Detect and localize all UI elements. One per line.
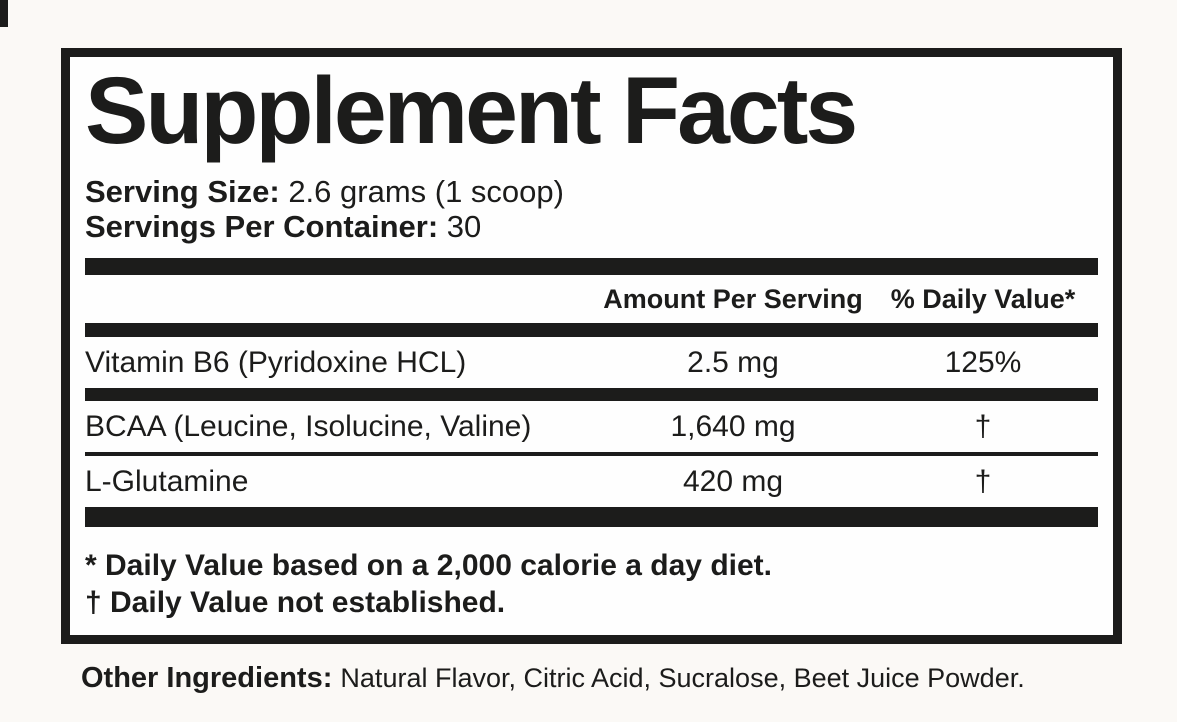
other-ingredients-label: Other Ingredients:	[81, 662, 333, 694]
other-ingredients-value: Natural Flavor, Citric Acid, Sucralose, Beet Juice Powder.	[340, 663, 1025, 693]
table-row	[85, 401, 1098, 452]
nutrient-amount: 420 mg	[682, 464, 784, 498]
serving-size-label: Serving Size:	[85, 174, 280, 210]
other-ingredients-line	[81, 662, 1025, 695]
header-daily-value: % Daily Value*	[890, 283, 1076, 314]
panel-title: Supplement Facts	[85, 58, 856, 164]
nutrient-name: BCAA (Leucine, Isolucine, Valine)	[85, 409, 532, 443]
supplement-facts-panel	[61, 48, 1122, 644]
header-amount-per-serving: Amount Per Serving	[603, 283, 863, 314]
separator-bar-row1	[85, 388, 1098, 401]
serving-info	[85, 174, 1098, 244]
footnote-not-established: † Daily Value not established.	[85, 586, 506, 620]
serving-size-value: 2.6 grams (1 scoop)	[288, 174, 564, 210]
separator-bar-bottom	[85, 507, 1098, 527]
separator-bar-header	[85, 323, 1098, 337]
table-row	[85, 337, 1098, 388]
servings-per-container-label: Servings Per Container:	[85, 209, 439, 245]
footnotes	[85, 547, 1098, 621]
nutrient-name: L-Glutamine	[85, 464, 249, 498]
servings-per-container-value: 30	[446, 209, 482, 245]
serving-size-line	[85, 174, 1098, 209]
table-header-row	[85, 275, 1098, 323]
footnote-daily-value: * Daily Value based on a 2,000 calorie a day diet.	[85, 549, 772, 583]
nutrient-amount: 2.5 mg	[687, 345, 779, 379]
nutrient-amount: 1,640 mg	[670, 409, 796, 443]
separator-bar-top	[85, 258, 1098, 275]
nutrient-name: Vitamin B6 (Pyridoxine HCL)	[85, 345, 467, 379]
corner-crop-artifact	[0, 0, 8, 27]
nutrient-daily-value: †	[974, 464, 992, 498]
nutrient-daily-value: 125%	[944, 345, 1022, 379]
nutrient-daily-value: †	[974, 409, 992, 443]
servings-per-container-line	[85, 209, 1098, 244]
table-row	[85, 456, 1098, 507]
